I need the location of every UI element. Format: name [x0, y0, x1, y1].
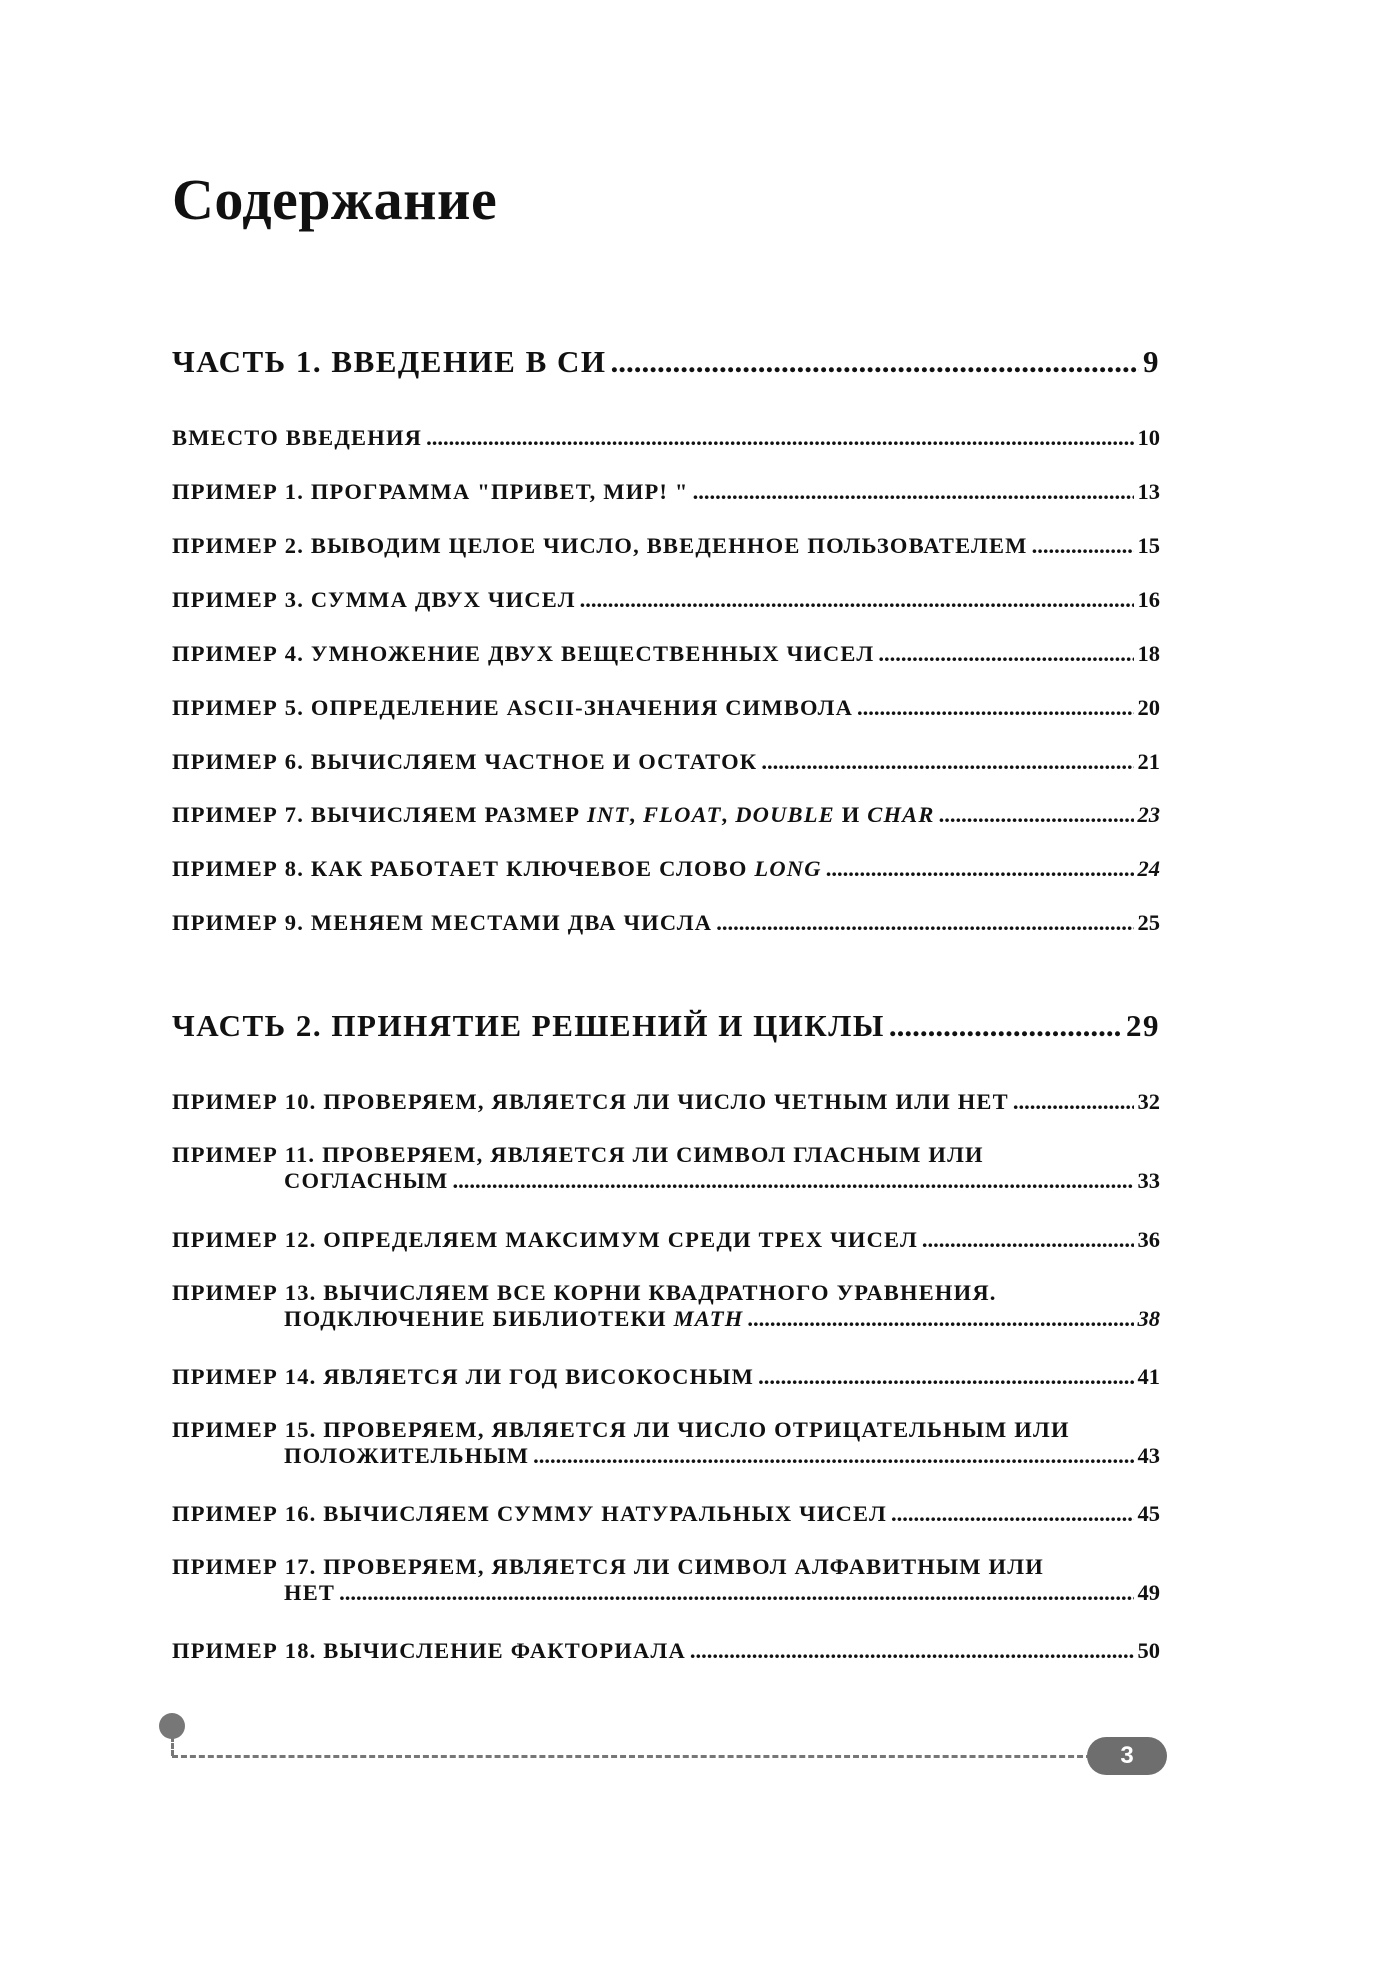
toc-page-number: 36 — [1137, 1227, 1160, 1252]
dot-leader — [611, 344, 1139, 380]
toc-page-number: 13 — [1137, 479, 1160, 504]
toc-entry[interactable] — [172, 587, 1160, 613]
toc-entry-text: ПРИМЕР 7. ВЫЧИСЛЯЕМ РАЗМЕР — [172, 802, 587, 827]
code-term: INT — [587, 802, 630, 827]
toc-page-number: 41 — [1137, 1364, 1160, 1389]
toc-entry-title: ПРИМЕР 2. ВЫВОДИМ ЦЕЛОЕ ЧИСЛО, ВВЕДЕННОЕ ПОЛЬЗОВАТЕЛЕМ — [172, 533, 1028, 558]
dot-leader — [690, 1638, 1134, 1664]
dot-leader — [758, 1364, 1133, 1390]
toc-page-number: 32 — [1137, 1089, 1160, 1114]
toc-page-number: 45 — [1137, 1501, 1160, 1526]
separator: И — [834, 802, 868, 827]
toc-entry[interactable] — [172, 695, 1160, 721]
toc-entry-title: ПРИМЕР 13. ВЫЧИСЛЯЕМ ВСЕ КОРНИ КВАДРАТНОГО УРАВНЕНИЯ. — [172, 1280, 997, 1305]
toc-page-number: 50 — [1137, 1638, 1160, 1663]
toc-entry[interactable] — [172, 1501, 1160, 1527]
dot-leader — [426, 425, 1133, 451]
toc-entry-title — [172, 802, 935, 828]
toc-page-number: 49 — [1137, 1580, 1160, 1605]
dot-leader — [939, 802, 1134, 828]
dot-leader — [533, 1443, 1133, 1469]
dot-leader — [761, 749, 1133, 775]
toc-entry-title: ПРИМЕР 11. ПРОВЕРЯЕМ, ЯВЛЯЕТСЯ ЛИ СИМВОЛ ГЛАСНЫМ ИЛИ — [172, 1142, 984, 1167]
toc-entry[interactable] — [172, 1280, 1160, 1332]
code-term: DOUBLE — [735, 802, 835, 827]
footer-divider — [171, 1736, 174, 1756]
footer-divider — [172, 1755, 1092, 1758]
toc-part-title: ЧАСТЬ 2. ПРИНЯТИЕ РЕШЕНИЙ И ЦИКЛЫ — [172, 1008, 885, 1043]
toc-entry-title: ПРИМЕР 5. ОПРЕДЕЛЕНИЕ ASCII-ЗНАЧЕНИЯ СИМВОЛА — [172, 695, 854, 720]
page-number-badge: 3 — [1087, 1737, 1167, 1775]
toc-entry[interactable] — [172, 1364, 1160, 1390]
dot-leader — [747, 1306, 1133, 1332]
page-title: Содержание — [172, 167, 498, 232]
toc-entry[interactable] — [172, 910, 1160, 936]
dot-leader — [878, 641, 1133, 667]
dot-leader — [1032, 533, 1134, 559]
toc-page-number: 10 — [1137, 425, 1160, 450]
toc-page-number: 21 — [1137, 749, 1160, 774]
toc-entry-title: ПРИМЕР 16. ВЫЧИСЛЯЕМ СУММУ НАТУРАЛЬНЫХ ЧИСЕЛ — [172, 1501, 887, 1526]
toc-entry-title: ПРИМЕР 9. МЕНЯЕМ МЕСТАМИ ДВА ЧИСЛА — [172, 910, 713, 935]
toc-entry[interactable] — [172, 802, 1160, 828]
toc-entry-continuation — [172, 1168, 1160, 1194]
toc-entry[interactable] — [172, 641, 1160, 667]
dot-leader — [922, 1227, 1134, 1253]
toc-entry-title: ПРИМЕР 18. ВЫЧИСЛЕНИЕ ФАКТОРИАЛА — [172, 1638, 686, 1663]
toc-entry-title: ВМЕСТО ВВЕДЕНИЯ — [172, 425, 423, 450]
code-term: CHAR — [867, 802, 935, 827]
toc-entry[interactable] — [172, 1089, 1160, 1115]
toc-page-number: 24 — [1137, 856, 1160, 881]
toc-entry-title: ПОЛОЖИТЕЛЬНЫМ — [284, 1443, 530, 1468]
toc-entry-title: ПРИМЕР 6. ВЫЧИСЛЯЕМ ЧАСТНОЕ И ОСТАТОК — [172, 749, 758, 774]
toc-entry[interactable] — [172, 749, 1160, 775]
toc-page-number: 9 — [1143, 344, 1160, 379]
toc-page-number: 38 — [1137, 1306, 1160, 1331]
toc-entry[interactable] — [172, 533, 1160, 559]
toc-entry-text: ПОДКЛЮЧЕНИЕ БИБЛИОТЕКИ — [284, 1306, 674, 1331]
toc-entry[interactable] — [172, 1227, 1160, 1253]
toc-page-number: 15 — [1137, 533, 1160, 558]
dot-leader — [716, 910, 1133, 936]
toc-entry-title — [284, 1306, 743, 1332]
dot-leader — [693, 479, 1134, 505]
toc-entry-title: ПРИМЕР 1. ПРОГРАММА "ПРИВЕТ, МИР! " — [172, 479, 689, 504]
toc-entry-title: ПРИМЕР 15. ПРОВЕРЯЕМ, ЯВЛЯЕТСЯ ЛИ ЧИСЛО ОТРИЦАТЕЛЬНЫМ ИЛИ — [172, 1417, 1070, 1442]
toc-part-2[interactable] — [172, 1008, 1160, 1044]
code-term: LONG — [754, 856, 822, 881]
toc-page-number: 23 — [1137, 802, 1160, 827]
toc-entry[interactable] — [172, 1554, 1160, 1606]
toc-entry-title: СОГЛАСНЫМ — [284, 1168, 449, 1193]
toc-entry-title: НЕТ — [284, 1580, 336, 1605]
toc-entry-title — [172, 856, 822, 882]
toc-entry-title: ПРИМЕР 14. ЯВЛЯЕТСЯ ЛИ ГОД ВИСОКОСНЫМ — [172, 1364, 755, 1389]
separator: , — [629, 802, 644, 827]
code-term: FLOAT — [643, 802, 722, 827]
dot-leader — [857, 695, 1133, 721]
toc-page-number: 18 — [1137, 641, 1160, 666]
toc-entry[interactable] — [172, 1417, 1160, 1469]
dot-leader — [826, 856, 1134, 882]
dot-leader — [580, 587, 1134, 613]
dot-leader — [889, 1008, 1122, 1044]
separator: , — [721, 802, 736, 827]
toc-entry-title: ПРИМЕР 4. УМНОЖЕНИЕ ДВУХ ВЕЩЕСТВЕННЫХ ЧИСЕЛ — [172, 641, 875, 666]
dot-leader — [1013, 1089, 1134, 1115]
toc-entry[interactable] — [172, 479, 1160, 505]
toc-page-number: 25 — [1137, 910, 1160, 935]
toc-page-number: 33 — [1137, 1168, 1160, 1193]
dot-leader — [452, 1168, 1133, 1194]
toc-page-number: 29 — [1126, 1008, 1160, 1043]
toc-part-title: ЧАСТЬ 1. ВВЕДЕНИЕ В СИ — [172, 344, 607, 379]
toc-entry-title: ПРИМЕР 17. ПРОВЕРЯЕМ, ЯВЛЯЕТСЯ ЛИ СИМВОЛ АЛФАВИТНЫМ ИЛИ — [172, 1554, 1044, 1579]
toc-entry-title: ПРИМЕР 10. ПРОВЕРЯЕМ, ЯВЛЯЕТСЯ ЛИ ЧИСЛО ЧЕТНЫМ ИЛИ НЕТ — [172, 1089, 1009, 1114]
toc-entry[interactable] — [172, 1142, 1160, 1194]
toc-part-1[interactable] — [172, 344, 1160, 380]
toc-entry-title: ПРИМЕР 12. ОПРЕДЕЛЯЕМ МАКСИМУМ СРЕДИ ТРЕХ ЧИСЕЛ — [172, 1227, 918, 1252]
toc-page-number: 43 — [1137, 1443, 1160, 1468]
toc-entry-continuation — [172, 1580, 1160, 1606]
dot-leader — [339, 1580, 1133, 1606]
toc-page-number: 16 — [1137, 587, 1160, 612]
toc-entry-title: ПРИМЕР 3. СУММА ДВУХ ЧИСЕЛ — [172, 587, 576, 612]
toc-entry-text: ПРИМЕР 8. КАК РАБОТАЕТ КЛЮЧЕВОЕ СЛОВО — [172, 856, 755, 881]
dot-leader — [891, 1501, 1134, 1527]
toc-entry-continuation — [172, 1443, 1160, 1469]
toc-entry-continuation — [172, 1306, 1160, 1332]
toc-entry[interactable] — [172, 1638, 1160, 1664]
toc-page-number: 20 — [1137, 695, 1160, 720]
toc-entry[interactable] — [172, 856, 1160, 882]
code-term: MATH — [673, 1306, 744, 1331]
toc-entry[interactable] — [172, 425, 1160, 451]
